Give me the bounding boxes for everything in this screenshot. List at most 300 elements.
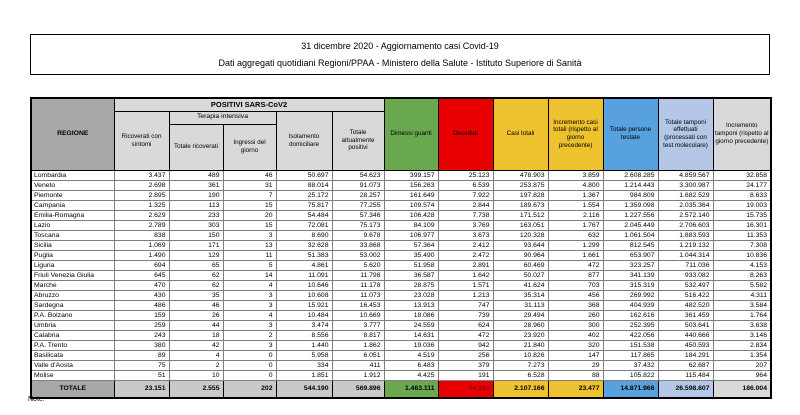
value-cell: 109.574 [384,200,438,210]
table-row [31,240,771,250]
value-cell: 472 [548,260,603,270]
value-cell: 3 [223,230,276,240]
value-cell: 334 [276,360,332,370]
value-cell: 303 [169,220,223,230]
value-cell: 2.789 [114,220,169,230]
value-cell: 2.472 [438,250,493,260]
value-cell: 361 [169,180,223,190]
totals-value-cell: 2.107.166 [493,380,548,398]
report-source-subtitle: Dati aggregati quotidiani Regioni/PPAA - Ministero della Salute - Istituto Superiore di Sanità [218,57,582,68]
value-cell: 645 [114,270,169,280]
value-cell: 91.073 [332,180,384,190]
value-cell: 632 [548,230,603,240]
value-cell: 1.354 [713,350,771,360]
value-cell: 88 [548,370,603,380]
value-cell: 2 [223,330,276,340]
value-cell: 57.364 [384,240,438,250]
value-cell: 2.895 [114,190,169,200]
value-cell: 399.157 [384,170,438,180]
region-name-cell: Lazio [31,220,114,230]
value-cell: 11.073 [332,290,384,300]
table-row [31,340,771,350]
region-name-cell: Veneto [31,180,114,190]
value-cell: 156.263 [384,180,438,190]
value-cell: 361.459 [658,310,713,320]
value-cell: 13 [223,240,276,250]
value-cell: 402 [548,330,603,340]
column-header-persone-testate: Totale persone testate [603,98,658,170]
value-cell: 3.146 [713,330,771,340]
value-cell: 189.673 [493,200,548,210]
value-cell: 11.178 [332,280,384,290]
value-cell: 300 [548,320,603,330]
value-cell: 10.484 [276,310,332,320]
value-cell: 3.437 [114,170,169,180]
totals-value-cell: 23.477 [548,380,603,398]
value-cell: 2.572.140 [658,210,713,220]
value-cell: 65 [169,260,223,270]
value-cell: 942 [438,340,493,350]
value-cell: 35 [169,290,223,300]
value-cell: 29.494 [493,310,548,320]
value-cell: 1.299 [548,240,603,250]
totals-value-cell: 1.463.111 [384,380,438,398]
value-cell: 28.875 [384,280,438,290]
value-cell: 2.629 [114,210,169,220]
value-cell: 0 [223,370,276,380]
value-cell: 190 [169,190,223,200]
value-cell: 2 [169,360,223,370]
region-name-cell: Umbria [31,320,114,330]
table-row [31,360,771,370]
totals-value-cell: 2.555 [169,380,223,398]
value-cell: 106.428 [384,210,438,220]
value-cell: 482.520 [658,300,713,310]
value-cell: 1.325 [114,200,169,210]
value-cell: 1.554 [548,200,603,210]
report-date-title: 31 dicembre 2020 - Aggiornamento casi Covid-19 [301,41,499,52]
table-row [31,320,771,330]
value-cell: 6.528 [493,370,548,380]
value-cell: 1.851 [276,370,332,380]
value-cell: 1.227.556 [603,210,658,220]
value-cell: 50.697 [276,170,332,180]
region-name-cell: Sardegna [31,300,114,310]
table-row [31,250,771,260]
value-cell: 7 [223,190,276,200]
value-cell: 10.608 [276,290,332,300]
value-cell: 191 [438,370,493,380]
value-cell: 411 [332,360,384,370]
value-cell: 21.840 [493,340,548,350]
value-cell: 422.056 [603,330,658,340]
value-cell: 60.469 [493,260,548,270]
region-name-cell: Valle d'Aosta [31,360,114,370]
value-cell: 4.859.567 [658,170,713,180]
value-cell: 62 [169,280,223,290]
value-cell: 380 [114,340,169,350]
value-cell: 1.661 [548,250,603,260]
column-header-deceduti: Deceduti [438,98,493,170]
table-row [31,310,771,320]
value-cell: 3.638 [713,320,771,330]
value-cell: 75.817 [276,200,332,210]
column-header-ti-ingressi: Ingressi del giorno [223,124,276,170]
value-cell: 129 [169,250,223,260]
value-cell: 163.051 [493,220,548,230]
region-name-cell: Basilicata [31,350,114,360]
value-cell: 115.484 [658,370,713,380]
value-cell: 1.490 [114,250,169,260]
totals-label-cell: TOTALE [31,380,114,398]
value-cell: 28.257 [332,190,384,200]
region-name-cell: Campania [31,200,114,210]
region-name-cell: Abruzzo [31,290,114,300]
value-cell: 1.862 [332,340,384,350]
value-cell: 243 [114,330,169,340]
table-row [31,280,771,290]
value-cell: 486 [114,300,169,310]
value-cell: 933.082 [658,270,713,280]
value-cell: 8.633 [713,190,771,200]
value-cell: 10.836 [713,250,771,260]
value-cell: 2.891 [438,260,493,270]
value-cell: 105.822 [603,370,658,380]
table-row [31,200,771,210]
column-header-tamponi: Totale tamponi effettuati (processati con test molecolare) [658,98,713,170]
value-cell: 25.172 [276,190,332,200]
region-name-cell: Toscana [31,230,114,240]
value-cell: 4.153 [713,260,771,270]
group-header-positivi: POSITIVI SARS-CoV2 [114,98,384,111]
value-cell: 14.631 [384,330,438,340]
value-cell: 341.139 [603,270,658,280]
value-cell: 3 [223,320,276,330]
value-cell: 984.809 [603,190,658,200]
value-cell: 151.538 [603,340,658,350]
value-cell: 260 [548,310,603,320]
value-cell: 72.081 [276,220,332,230]
column-header-casi-totali: Casi totali [493,98,548,170]
value-cell: 106.977 [384,230,438,240]
table-row [31,220,771,230]
value-cell: 42 [169,340,223,350]
value-cell: 16.453 [332,300,384,310]
value-cell: 54.623 [332,170,384,180]
value-cell: 739 [438,310,493,320]
totals-row [31,380,771,398]
value-cell: 90.964 [493,250,548,260]
totals-value-cell: 14.871.966 [603,380,658,398]
value-cell: 0 [223,360,276,370]
totals-value-cell: 544.190 [276,380,332,398]
value-cell: 2.698 [114,180,169,190]
value-cell: 6.483 [384,360,438,370]
value-cell: 51.958 [384,260,438,270]
value-cell: 1.069 [114,240,169,250]
value-cell: 162.616 [603,310,658,320]
value-cell: 19.003 [713,200,771,210]
value-cell: 3 [223,290,276,300]
value-cell: 31.113 [493,300,548,310]
value-cell: 456 [548,290,603,300]
value-cell: 747 [438,300,493,310]
value-cell: 6.051 [332,350,384,360]
value-cell: 2.706.603 [658,220,713,230]
value-cell: 46 [223,170,276,180]
table-header [31,98,771,170]
table-row [31,370,771,380]
value-cell: 5.582 [713,280,771,290]
region-name-cell: Emilia-Romagna [31,210,114,220]
value-cell: 89 [114,350,169,360]
value-cell: 4.311 [713,290,771,300]
value-cell: 24.177 [713,180,771,190]
value-cell: 1.061.504 [603,230,658,240]
totals-value-cell: 186.004 [713,380,771,398]
table-row [31,210,771,220]
value-cell: 54.484 [276,210,332,220]
value-cell: 694 [114,260,169,270]
totals-value-cell: 74.159 [438,380,493,398]
value-cell: 7.308 [713,240,771,250]
value-cell: 269.992 [603,290,658,300]
value-cell: 8.556 [276,330,332,340]
region-name-cell: Marche [31,280,114,290]
value-cell: 3 [223,340,276,350]
value-cell: 24.559 [384,320,438,330]
value-cell: 2.608.285 [603,170,658,180]
group-header-terapia-intensiva: Terapia intensiva [169,111,276,124]
value-cell: 4.861 [276,260,332,270]
value-cell: 8.263 [713,270,771,280]
table-row [31,270,771,280]
value-cell: 197.828 [493,190,548,200]
value-cell: 532.497 [658,280,713,290]
value-cell: 1.764 [713,310,771,320]
value-cell: 147 [548,350,603,360]
value-cell: 171 [169,240,223,250]
value-cell: 470 [114,280,169,290]
value-cell: 16.301 [713,220,771,230]
value-cell: 7.922 [438,190,493,200]
value-cell: 50.027 [493,270,548,280]
value-cell: 503.641 [658,320,713,330]
value-cell: 368 [548,300,603,310]
value-cell: 18.086 [384,310,438,320]
value-cell: 11.091 [276,270,332,280]
value-cell: 472 [438,330,493,340]
value-cell: 117.865 [603,350,658,360]
value-cell: 315.319 [603,280,658,290]
value-cell: 51 [114,370,169,380]
value-cell: 25.123 [438,170,493,180]
value-cell: 1.571 [438,280,493,290]
value-cell: 62.687 [658,360,713,370]
value-cell: 253.875 [493,180,548,190]
value-cell: 1.440 [276,340,332,350]
value-cell: 19.036 [384,340,438,350]
value-cell: 15 [223,200,276,210]
column-header-regione: REGIONE [31,98,114,170]
value-cell: 478.903 [493,170,548,180]
value-cell: 13.913 [384,300,438,310]
column-header-totale-positivi: Totale attualmente positivi [332,111,384,170]
value-cell: 5 [223,260,276,270]
region-name-cell: P.A. Bolzano [31,310,114,320]
value-cell: 33.868 [332,240,384,250]
value-cell: 41.624 [493,280,548,290]
value-cell: 440.666 [658,330,713,340]
value-cell: 4.425 [384,370,438,380]
value-cell: 2.844 [438,200,493,210]
value-cell: 10.826 [493,350,548,360]
column-header-isolamento: Isolamento domiciliare [276,111,332,170]
value-cell: 4 [223,280,276,290]
value-cell: 46 [169,300,223,310]
value-cell: 3.584 [713,300,771,310]
value-cell: 57.346 [332,210,384,220]
value-cell: 323.257 [603,260,658,270]
table-row [31,170,771,180]
table-footer [31,380,771,398]
value-cell: 1.767 [548,220,603,230]
value-cell: 159 [114,310,169,320]
value-cell: 450.593 [658,340,713,350]
value-cell: 20 [223,210,276,220]
value-cell: 4 [169,350,223,360]
value-cell: 516.422 [658,290,713,300]
value-cell: 29 [548,360,603,370]
value-cell: 3.777 [332,320,384,330]
value-cell: 430 [114,290,169,300]
column-header-incremento-casi: Incremento casi totali (rispetto al giorno precedente) [548,98,603,170]
column-header-incremento-tamponi: Incremento tamponi (rispetto al giorno precedente) [713,98,771,170]
value-cell: 489 [169,170,223,180]
column-header-dimessi-guariti: Dimessi guariti [384,98,438,170]
value-cell: 113 [169,200,223,210]
value-cell: 703 [548,280,603,290]
value-cell: 150 [169,230,223,240]
value-cell: 207 [713,360,771,370]
value-cell: 711.036 [658,260,713,270]
value-cell: 320 [548,340,603,350]
value-cell: 838 [114,230,169,240]
value-cell: 11 [223,250,276,260]
value-cell: 3.300.987 [658,180,713,190]
table-row [31,230,771,240]
value-cell: 44 [169,320,223,330]
table-row [31,300,771,310]
value-cell: 812.545 [603,240,658,250]
value-cell: 1.912 [332,370,384,380]
value-cell: 2.412 [438,240,493,250]
value-cell: 171.512 [493,210,548,220]
value-cell: 3.859 [548,170,603,180]
value-cell: 35.314 [493,290,548,300]
region-name-cell: Friuli Venezia Giulia [31,270,114,280]
value-cell: 5.958 [276,350,332,360]
value-cell: 0 [223,350,276,360]
value-cell: 10 [169,370,223,380]
value-cell: 88.014 [276,180,332,190]
note-label: Note: [28,396,45,403]
table-row [31,180,771,190]
value-cell: 37.432 [603,360,658,370]
covid-data-table [30,97,772,399]
column-header-ricoverati-sintomi: Ricoverati con sintomi [114,111,169,170]
value-cell: 36.587 [384,270,438,280]
value-cell: 1.682.529 [658,190,713,200]
region-name-cell: Liguria [31,260,114,270]
region-name-cell: Lombardia [31,170,114,180]
value-cell: 4.800 [548,180,603,190]
value-cell: 75.173 [332,220,384,230]
value-cell: 404.939 [603,300,658,310]
value-cell: 2.834 [713,340,771,350]
value-cell: 379 [438,360,493,370]
region-name-cell: P.A. Trento [31,340,114,350]
totals-value-cell: 23.151 [114,380,169,398]
value-cell: 1.214.443 [603,180,658,190]
value-cell: 15 [223,220,276,230]
value-cell: 2.116 [548,210,603,220]
value-cell: 77.255 [332,200,384,210]
value-cell: 3.474 [276,320,332,330]
region-name-cell: Sicilia [31,240,114,250]
value-cell: 26 [169,310,223,320]
value-cell: 4 [223,310,276,320]
totals-value-cell: 26.598.607 [658,380,713,398]
value-cell: 256 [438,350,493,360]
value-cell: 653.907 [603,250,658,260]
value-cell: 35.490 [384,250,438,260]
totals-value-cell: 202 [223,380,276,398]
value-cell: 10.669 [332,310,384,320]
value-cell: 3.769 [438,220,493,230]
value-cell: 4.519 [384,350,438,360]
value-cell: 259 [114,320,169,330]
value-cell: 161.649 [384,190,438,200]
value-cell: 15.921 [276,300,332,310]
table-body [31,170,771,380]
value-cell: 18 [169,330,223,340]
value-cell: 15.735 [713,210,771,220]
value-cell: 93.644 [493,240,548,250]
value-cell: 32.858 [713,170,771,180]
column-header-ti-totale: Totale ricoverati [169,124,223,170]
value-cell: 6.539 [438,180,493,190]
value-cell: 2.035.364 [658,200,713,210]
value-cell: 7.738 [438,210,493,220]
table-row [31,190,771,200]
value-cell: 877 [548,270,603,280]
table-row [31,290,771,300]
value-cell: 23.920 [493,330,548,340]
region-name-cell: Molise [31,370,114,380]
value-cell: 233 [169,210,223,220]
value-cell: 252.395 [603,320,658,330]
value-cell: 32.628 [276,240,332,250]
value-cell: 120.328 [493,230,548,240]
value-cell: 62 [169,270,223,280]
value-cell: 53.002 [332,250,384,260]
value-cell: 3 [223,300,276,310]
value-cell: 8.817 [332,330,384,340]
table-row [31,260,771,270]
table-row [31,330,771,340]
title-box [30,34,770,75]
